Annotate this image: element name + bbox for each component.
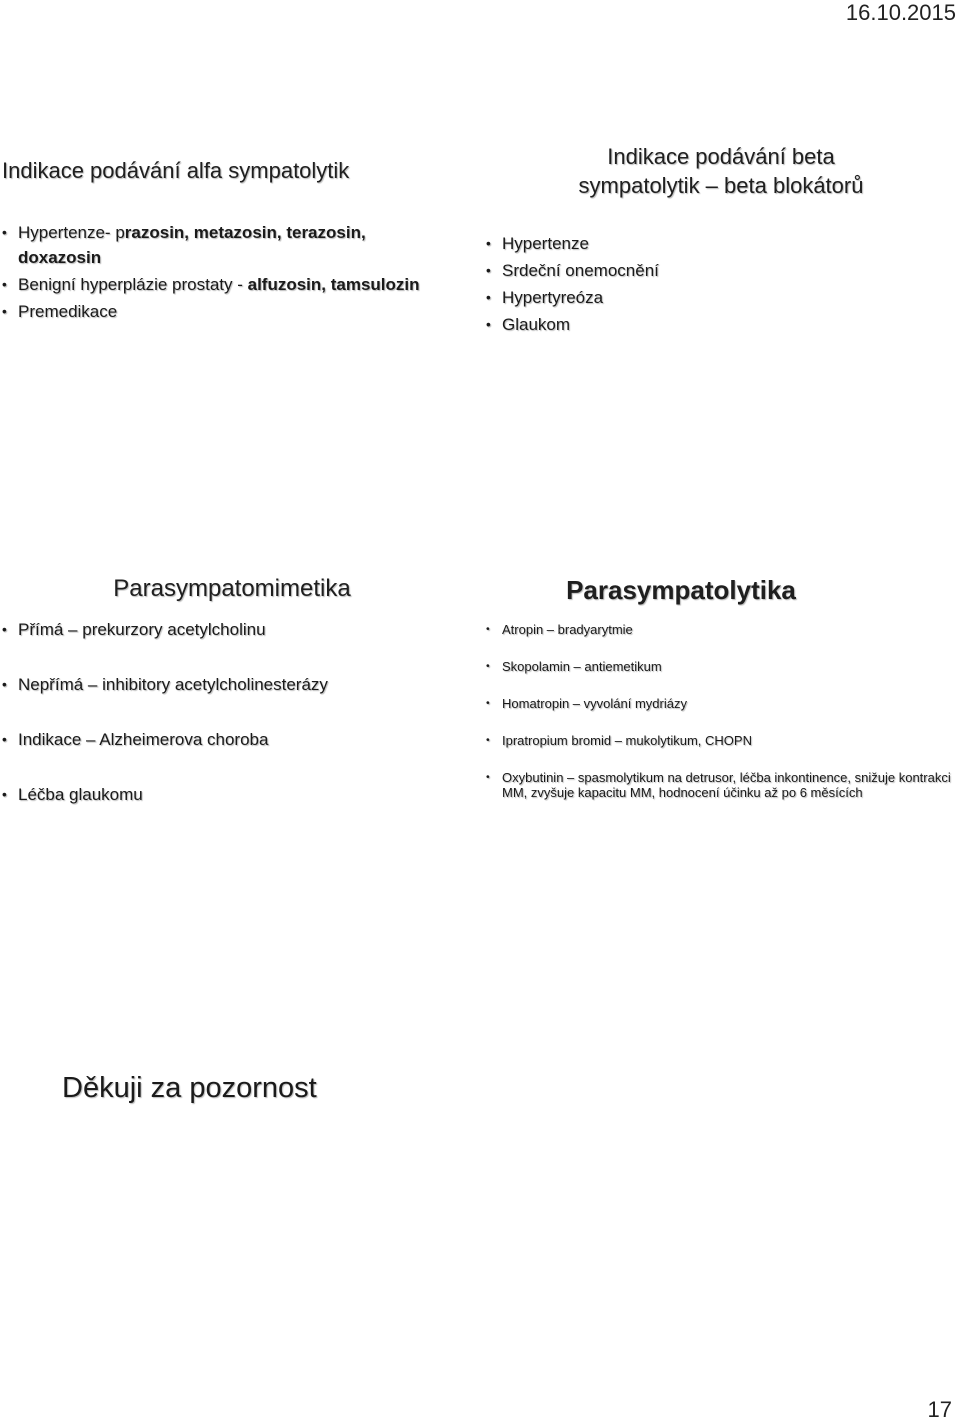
bullet-icon: • xyxy=(2,277,7,292)
slide-title: Parasympatomimetika xyxy=(113,575,351,602)
bullet-icon: • xyxy=(486,624,490,635)
title-line: Indikace podávání beta xyxy=(607,144,835,169)
bullet-icon: • xyxy=(486,698,490,709)
list-item xyxy=(2,674,452,696)
slide-beta-sympatolytika xyxy=(486,142,956,338)
bullet-icon: • xyxy=(486,735,490,746)
bullet-icon: • xyxy=(2,732,7,747)
slide-title: Parasympatolytika xyxy=(566,575,796,605)
bullet-icon: • xyxy=(486,290,491,305)
bullet-icon: • xyxy=(2,225,7,240)
list-item xyxy=(486,696,956,711)
item-text: Benigní hyperplázie prostaty - xyxy=(18,275,248,294)
page-number: 17 xyxy=(927,1397,952,1422)
bullet-icon: • xyxy=(486,263,491,278)
bullet-icon: • xyxy=(2,787,7,802)
bullet-icon: • xyxy=(486,772,490,783)
bullet-icon: • xyxy=(486,317,491,332)
item-text: Skopolamin – antiemetikum xyxy=(502,659,662,674)
title-line: sympatolytik – beta blokátorů xyxy=(578,173,864,198)
bullet-icon: • xyxy=(2,304,7,319)
slide-alfa-sympatolytika xyxy=(2,158,452,326)
item-text: Indikace – Alzheimerova choroba xyxy=(18,730,269,749)
item-text: Homatropin – vyvolání mydriázy xyxy=(502,696,687,711)
list-item xyxy=(486,311,956,338)
item-text: Přímá – prekurzory acetylcholinu xyxy=(18,620,266,639)
slide-parasympatolytika xyxy=(486,575,956,822)
item-bold-text: razosin, metazosin, terazosin, doxazosin xyxy=(18,223,366,267)
list-item xyxy=(2,220,452,270)
slide-thanks: Děkuji za pozornost xyxy=(62,1072,317,1104)
bullet-list xyxy=(486,230,956,338)
item-text: Léčba glaukomu xyxy=(18,785,143,804)
item-text: Atropin – bradyarytmie xyxy=(502,622,633,637)
slide-title: Indikace podávání alfa sympatolytik xyxy=(2,158,350,183)
list-item xyxy=(2,272,452,297)
item-text: Hypertenze xyxy=(502,234,589,253)
bullet-icon: • xyxy=(2,677,7,692)
item-bold-text: alfuzosin, tamsulozin xyxy=(247,275,420,294)
list-item xyxy=(486,733,956,748)
item-text: Oxybutinin – spasmolytikum na detrusor, léčba inkontinence, snižuje kontrakci MM, zvyšuje kapacitu MM, hodnocení účinku až po 6 měsících xyxy=(502,770,951,800)
list-item xyxy=(2,299,452,324)
list-item xyxy=(2,784,452,806)
bullet-icon: • xyxy=(486,236,491,251)
bullet-list xyxy=(2,220,452,324)
bullet-list xyxy=(2,619,452,806)
list-item xyxy=(486,284,956,311)
item-text: Glaukom xyxy=(502,315,571,334)
list-item xyxy=(486,257,956,284)
slide-parasympatomimetika xyxy=(2,575,452,839)
list-item xyxy=(486,230,956,257)
item-text: Hypertenze- p xyxy=(18,223,125,242)
item-text: Srdeční onemocnění xyxy=(502,261,659,280)
list-item xyxy=(2,729,452,751)
list-item xyxy=(486,770,956,800)
list-item xyxy=(486,622,956,637)
list-item xyxy=(2,619,452,641)
bullet-list xyxy=(486,622,956,800)
item-text: Hypertyreóza xyxy=(502,288,604,307)
bullet-icon: • xyxy=(486,661,490,672)
list-item xyxy=(486,659,956,674)
item-text: Premedikace xyxy=(18,302,118,321)
item-text: Nepřímá – inhibitory acetylcholinesterázy xyxy=(18,675,328,694)
bullet-icon: • xyxy=(2,622,7,637)
print-date: 16.10.2015 xyxy=(845,0,956,25)
item-text: Ipratropium bromid – mukolytikum, CHOPN xyxy=(502,733,752,748)
slide-title xyxy=(486,142,956,200)
